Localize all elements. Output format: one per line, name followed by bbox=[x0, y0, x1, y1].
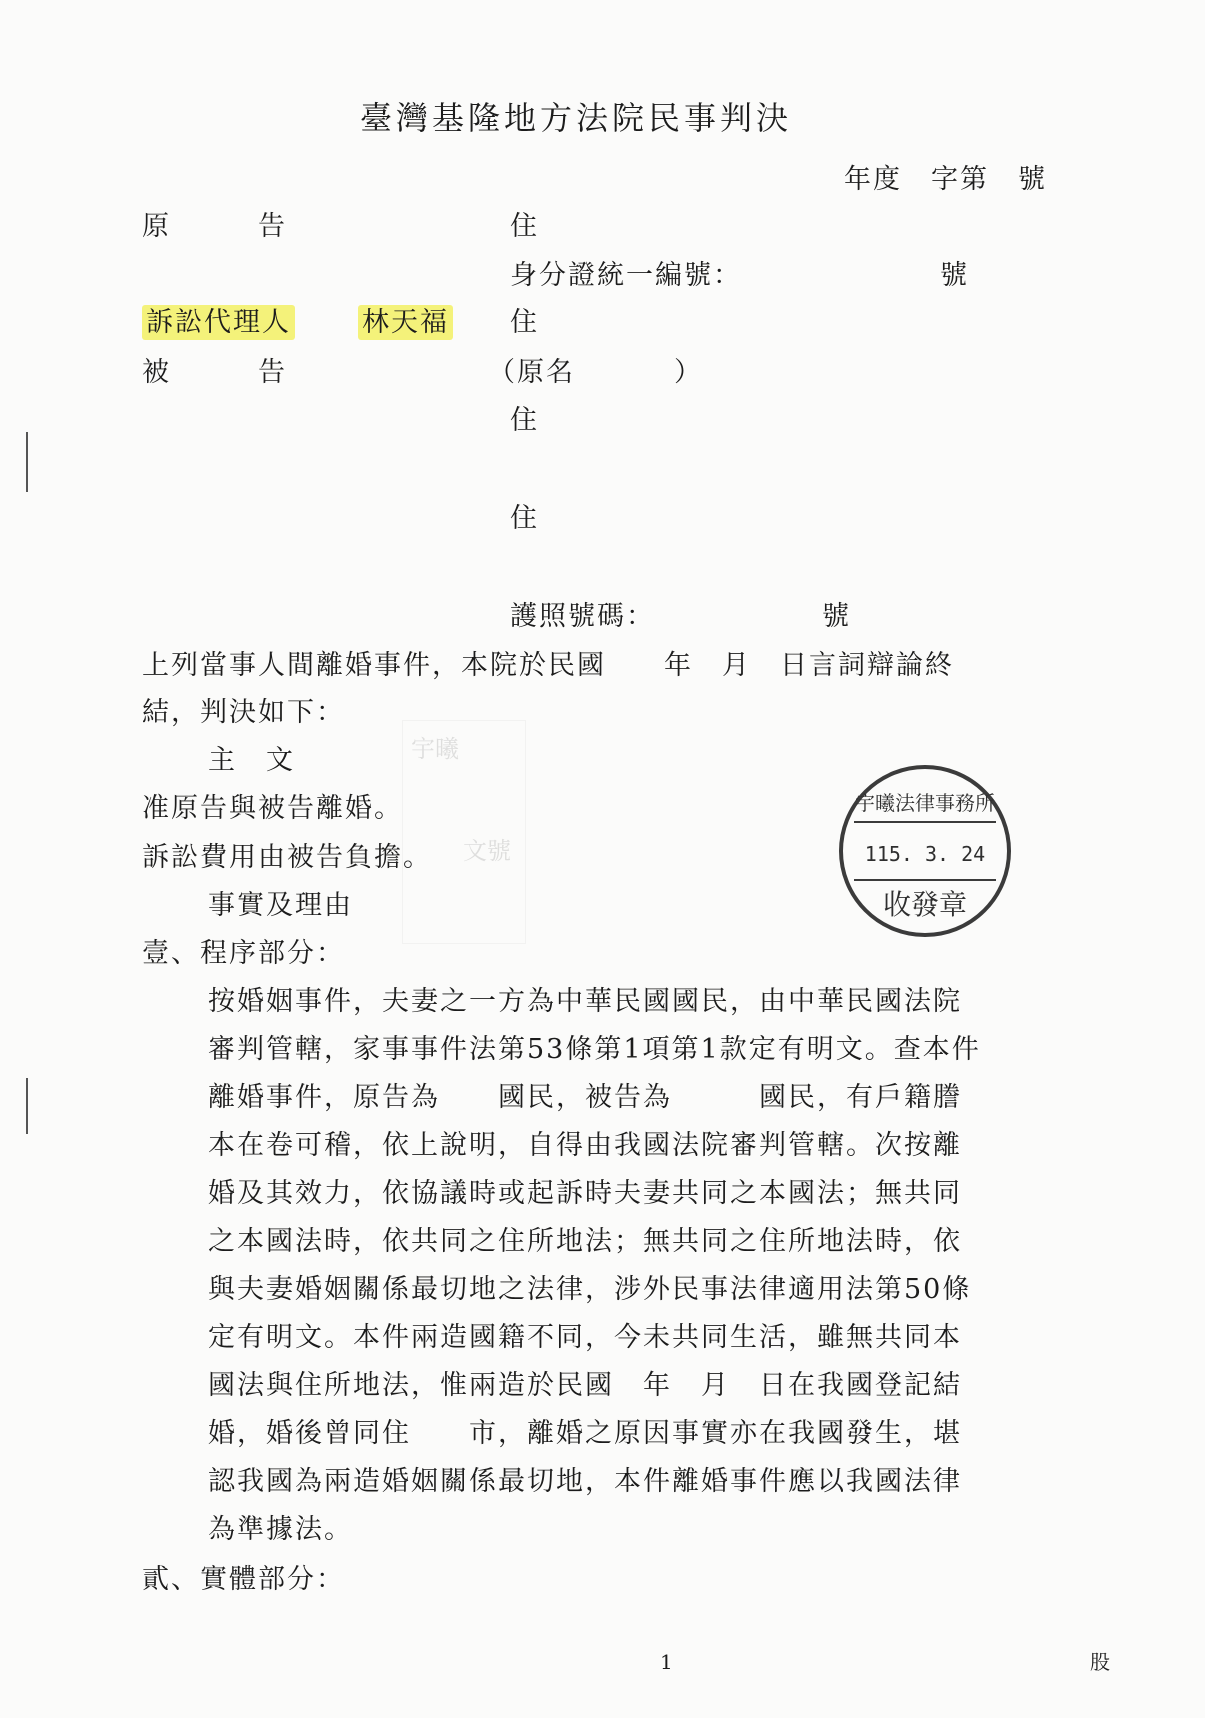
stamp-date: 115. 3. 24 bbox=[864, 842, 986, 866]
paragraph-line: 國法與住所地法，惟兩造於民國 年 月 日在我國登記結 bbox=[208, 1370, 962, 1401]
paragraph-line: 審判管轄，家事事件法第53條第1項第1款定有明文。查本件 bbox=[208, 1034, 981, 1065]
section-heading-procedure: 壹、程序部分： bbox=[142, 938, 345, 969]
defendant-original-name-open: （原名 bbox=[488, 357, 575, 388]
plaintiff-address-label: 住 bbox=[510, 211, 539, 242]
paragraph-line: 離婚事件，原告為 國民，被告為 國民，有戶籍謄 bbox=[208, 1082, 962, 1113]
agent-name: 林天福 bbox=[358, 309, 453, 336]
defendant-label: 被 告 bbox=[142, 357, 287, 388]
stamp-firm-name: 宇曦法律事務所 bbox=[855, 791, 995, 815]
stamp-receipt-label: 收發章 bbox=[882, 888, 968, 921]
defendant-address-label: 住 bbox=[510, 405, 539, 436]
section-heading-substance: 貳、實體部分： bbox=[142, 1564, 345, 1595]
paragraph-line: 按婚姻事件，夫妻之一方為中華民國國民，由中華民國法院 bbox=[208, 986, 962, 1017]
plaintiff-label: 原 告 bbox=[142, 211, 287, 242]
page-number: 1 bbox=[660, 1650, 673, 1674]
main-line: 准原告與被告離婚。 bbox=[142, 793, 403, 824]
receipt-stamp bbox=[836, 762, 1014, 940]
scan-artifact-line bbox=[26, 432, 28, 492]
intro-line: 結，判決如下： bbox=[142, 697, 345, 728]
id-number-suffix: 號 bbox=[940, 260, 969, 291]
section-mark: 股 bbox=[1090, 1650, 1110, 1674]
defendant-address-label-2: 住 bbox=[510, 503, 539, 534]
passport-label: 護照號碼： bbox=[510, 601, 655, 632]
facts-heading: 事實及理由 bbox=[208, 890, 353, 921]
document-title: 臺灣基隆地方法院民事判決 bbox=[360, 99, 793, 137]
paragraph-line: 本在卷可稽，依上說明，自得由我國法院審判管轄。次按離 bbox=[208, 1130, 962, 1161]
main-heading: 主 文 bbox=[208, 745, 295, 776]
bleed-through-mark: 宇曦 文號 bbox=[402, 720, 526, 944]
agent-address-label: 住 bbox=[510, 307, 539, 338]
paragraph-line: 與夫妻婚姻關係最切地之法律，涉外民事法律適用法第50條 bbox=[208, 1274, 972, 1305]
defendant-original-name-close: ） bbox=[674, 357, 703, 388]
paragraph-line: 定有明文。本件兩造國籍不同，今未共同生活，雖無共同本 bbox=[208, 1322, 962, 1353]
intro-line: 上列當事人間離婚事件，本院於民國 年 月 日言詞辯論終 bbox=[142, 650, 954, 681]
main-line: 訴訟費用由被告負擔。 bbox=[142, 842, 432, 873]
passport-suffix: 號 bbox=[822, 601, 851, 632]
id-number-label: 身分證統一編號： bbox=[510, 260, 742, 291]
paragraph-line: 之本國法時，依共同之住所地法；無共同之住所地法時，依 bbox=[208, 1226, 962, 1257]
paragraph-line: 為準據法。 bbox=[208, 1514, 353, 1545]
paragraph-line: 認我國為兩造婚姻關係最切地，本件離婚事件應以我國法律 bbox=[208, 1466, 962, 1497]
scan-artifact-line bbox=[26, 1078, 28, 1134]
paragraph-line: 婚及其效力，依協議時或起訴時夫妻共同之本國法；無共同 bbox=[208, 1178, 962, 1209]
paragraph-line: 婚，婚後曾同住 市，離婚之原因事實亦在我國發生，堪 bbox=[208, 1418, 962, 1449]
case-number: 年度 字第 號 bbox=[844, 164, 1047, 195]
agent-label: 訴訟代理人 bbox=[142, 309, 295, 336]
